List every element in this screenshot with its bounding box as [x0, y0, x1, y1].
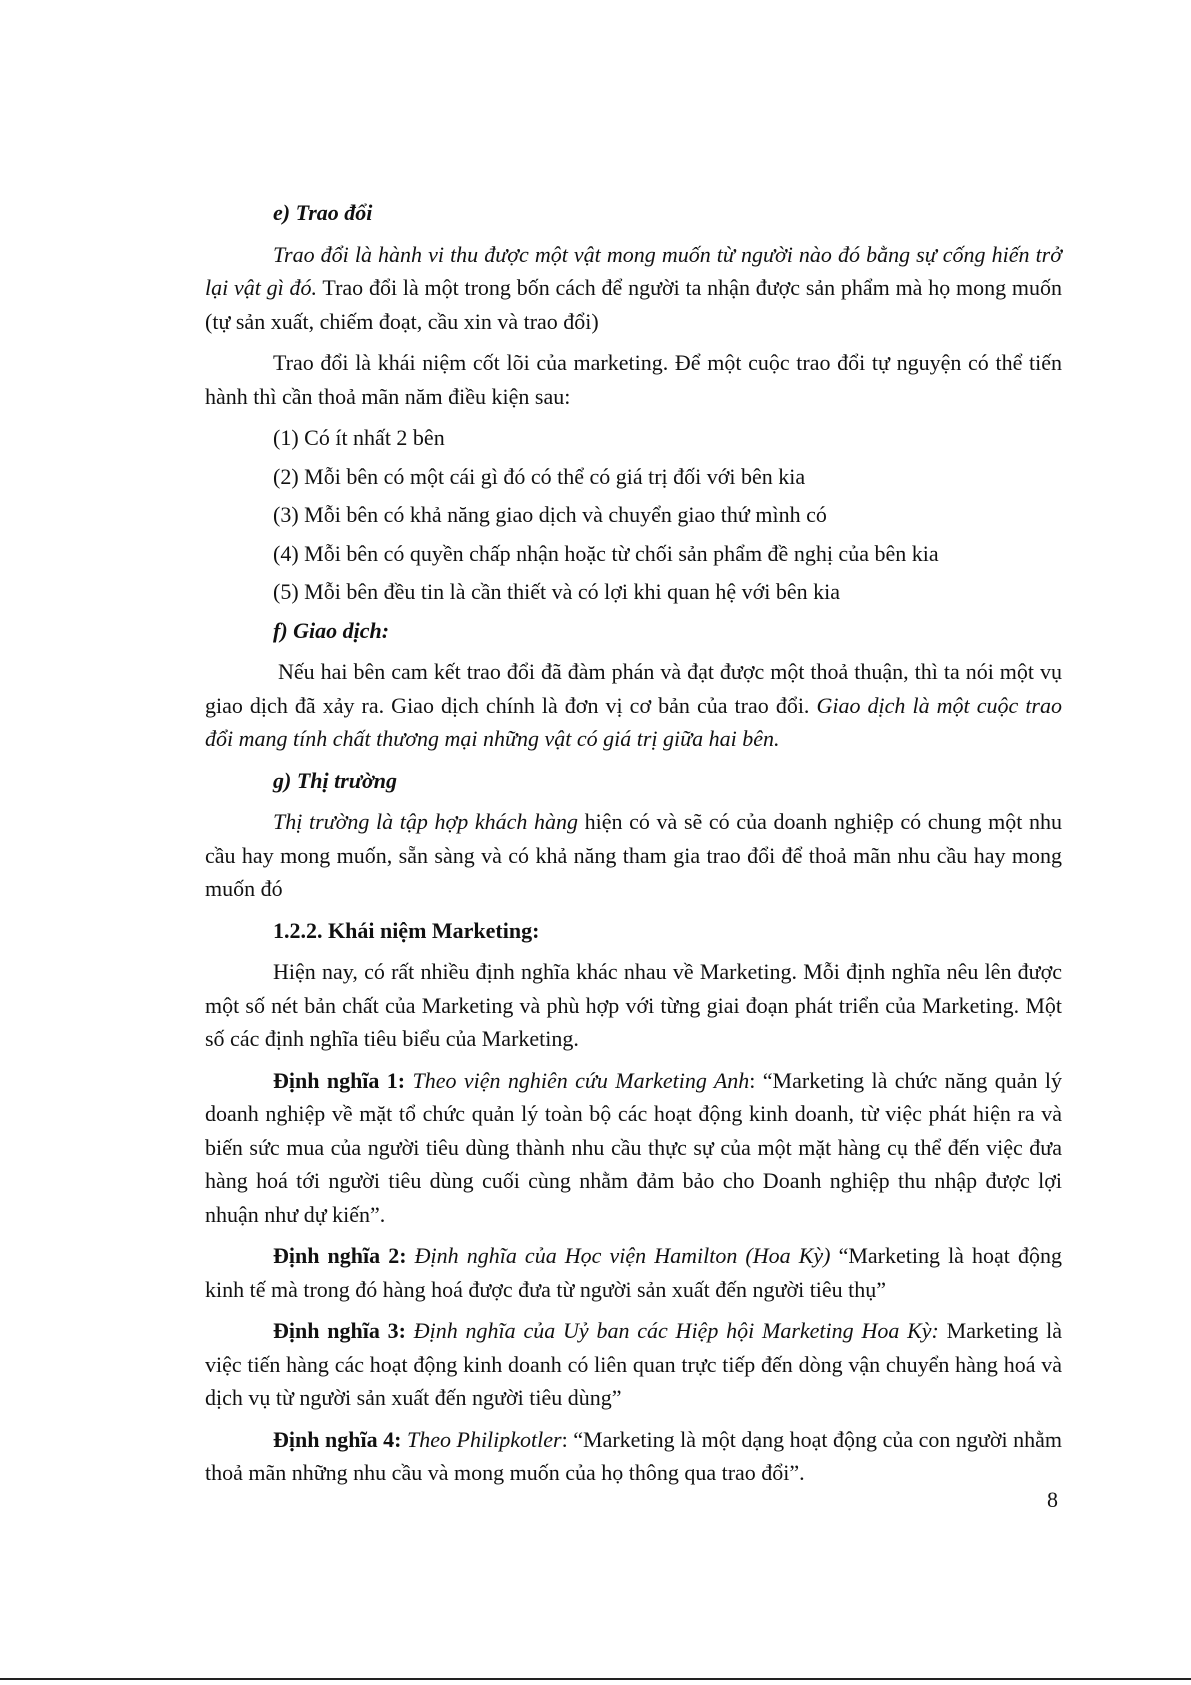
section-g-paragraph: Thị trường là tập hợp khách hàng hiện có và sẽ có của doanh nghiệp có chung một nhu cầu hay mong muốn, sẵn sàng và có khả năng tham gia trao đổi để thoả mãn nhu cầu hay mong muốn đó — [205, 809, 1062, 901]
definition-label: Định nghĩa 4: — [273, 1426, 402, 1452]
section-e-paragraph-1: Trao đổi là hành vi thu được một vật mong muốn từ người nào đó bằng sự cống hiến trở lại vật gì đó. Trao đổi là một trong bốn cách để người ta nhận được sản phẩm mà họ mong muốn (tự sản xuất, chiếm đoạt, cầu xin và trao đổi) — [205, 241, 1062, 334]
definition-label: Định nghĩa 3: — [273, 1318, 406, 1343]
condition-item: (5) Mỗi bên đều tin là cần thiết và có lợi khi quan hệ với bên kia — [273, 579, 841, 604]
definition-source: Định nghĩa của Học viện Hamilton (Hoa Kỳ) — [406, 1243, 831, 1268]
section-g-heading: g) Thị trường — [273, 767, 398, 793]
page-bottom-border — [0, 1678, 1191, 1680]
page-number: 8 — [1047, 1487, 1058, 1512]
definition-source: Theo viện nghiên cứu Marketing Anh — [405, 1067, 750, 1093]
definition-3: Định nghĩa 3: Định nghĩa của Uỷ ban các Hiệp hội Marketing Hoa Kỳ: Marketing là việc tiến hàng các hoạt động kinh doanh có liên quan trực tiếp đến dòng vận chuyển hàng hoá và dịch vụ từ người sản xuất đến người tiêu dùng” — [205, 1318, 1062, 1410]
document-page — [205, 196, 1062, 1498]
section-f-heading: f) Giao dịch: — [273, 617, 390, 643]
condition-item: (4) Mỗi bên có quyền chấp nhận hoặc từ chối sản phẩm đề nghị của bên kia — [273, 540, 939, 566]
definition-label: Định nghĩa 2: — [273, 1243, 407, 1268]
definition-source: Theo Philipkotler — [401, 1426, 562, 1452]
definition-1: Định nghĩa 1: Theo viện nghiên cứu Marketing Anh: “Marketing là chức năng quản lý doanh nghiệp về mặt tổ chức quản lý toàn bộ các hoạt động kinh doanh, từ việc phát hiện ra và biến sức mua của người tiêu dùng thành nhu cầu thực sự của một mặt hàng cụ thể đến việc đưa hàng hoá tới người tiêu dùng cuối cùng nhằm đảm bảo cho Doanh nghiệp thu nhập được lợi nhuận như dự kiến”. — [205, 1067, 1062, 1227]
section-e-paragraph-2: Trao đổi là khái niệm cốt lõi của marketing. Để một cuộc trao đổi tự nguyện có thể tiến hành thì cần thoả mãn năm điều kiện sau: — [205, 350, 1062, 409]
section-122-intro: Hiện nay, có rất nhiều định nghĩa khác nhau về Marketing. Mỗi định nghĩa nêu lên được một số nét bản chất của Marketing và phù hợp với từng giai đoạn phát triển của Marketing. Một số các định nghĩa tiêu biểu của Marketing. — [205, 959, 1062, 1051]
condition-item: (1) Có ít nhất 2 bên — [273, 425, 445, 450]
section-e-heading: e) Trao đổi — [273, 200, 373, 225]
transaction-definition: Giao dịch là một cuộc trao đổi mang tính chất thương mại những vật có giá trị giữa hai bên. — [205, 692, 1062, 751]
exchange-definition: Trao đổi là hành vi thu được một vật mong muốn từ người nào đó bằng sự cống hiến trở lại vật gì đó. — [205, 241, 1062, 300]
condition-item: (3) Mỗi bên có khả năng giao dịch và chuyển giao thứ mình có — [273, 502, 827, 527]
definition-2: Định nghĩa 2: Định nghĩa của Học viện Hamilton (Hoa Kỳ) “Marketing là hoạt động kinh tế mà trong đó hàng hoá được đưa từ người sản xuất đến người tiêu thụ” — [205, 1243, 1062, 1302]
section-122-heading: 1.2.2. Khái niệm Marketing: — [273, 917, 540, 943]
condition-item: (2) Mỗi bên có một cái gì đó có thể có giá trị đối với bên kia — [273, 463, 806, 489]
definition-source: Định nghĩa của Uỷ ban các Hiệp hội Marketing Hoa Kỳ: — [405, 1318, 939, 1343]
definition-label: Định nghĩa 1: — [273, 1067, 406, 1093]
definition-4: Định nghĩa 4: Theo Philipkotler: “Marketing là một dạng hoạt động của con người nhằm thoả mãn những nhu cầu và mong muốn của họ thông qua trao đổi”. — [205, 1426, 1063, 1485]
section-f-paragraph: Nếu hai bên cam kết trao đổi đã đàm phán và đạt được một thoả thuận, thì ta nói một vụ giao dịch đã xảy ra. Giao dịch chính là đơn vị cơ bản của trao đổi. Giao dịch là một cuộc trao đổi mang tính chất thương mại những vật có giá trị giữa hai bên. — [205, 659, 1062, 751]
market-definition: Thị trường là tập hợp khách hàng — [273, 809, 579, 834]
